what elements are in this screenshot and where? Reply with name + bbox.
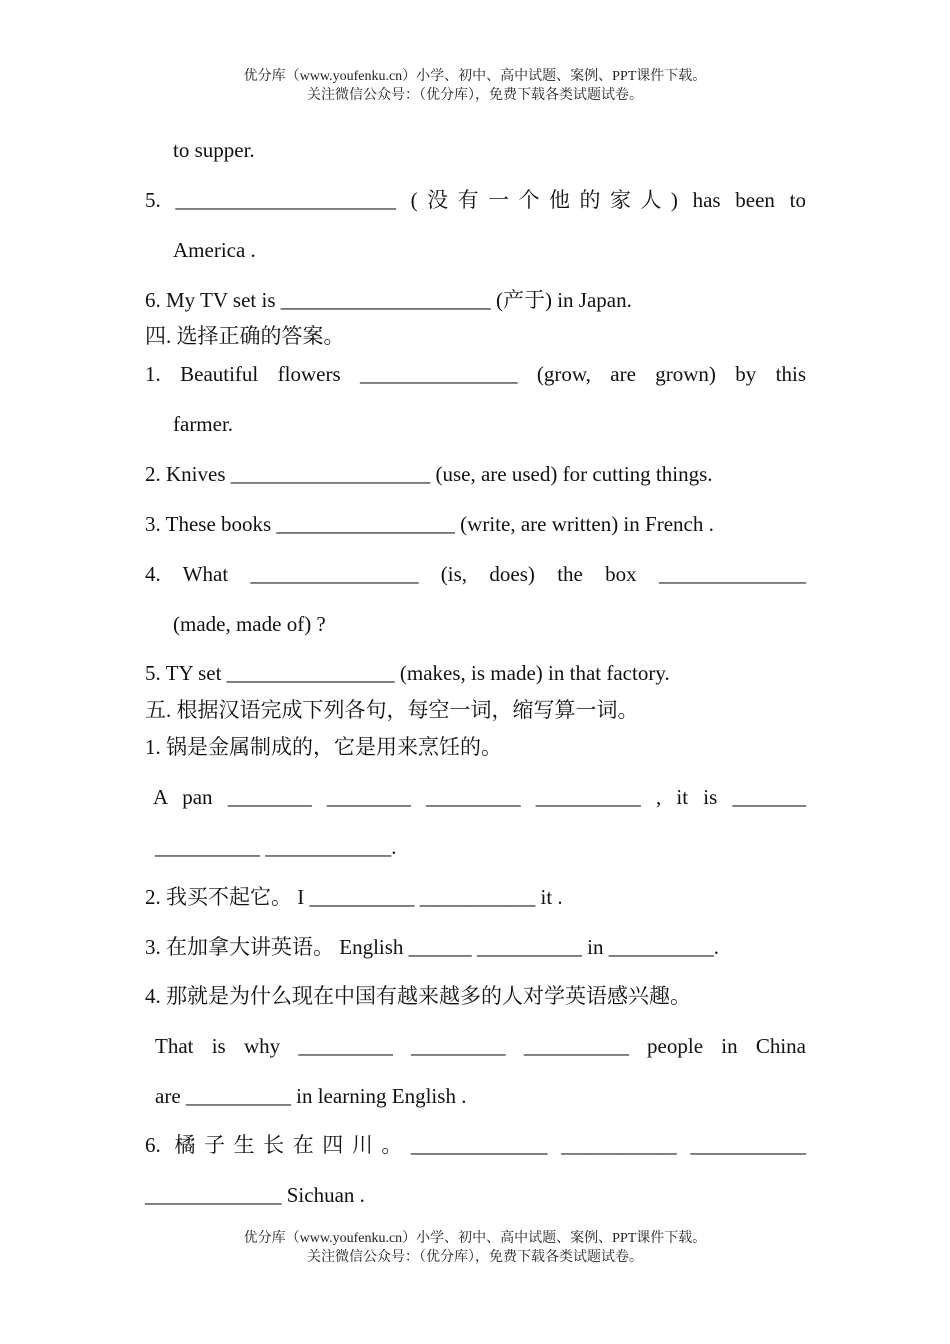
q5-4-english: That is why _________ _________ __________ people in China [155,1034,806,1058]
q5-1-chinese: 1. 锅是金属制成的，它是用来烹饪的。 [145,735,502,759]
q3-5: 5. _____________________ (没有一个他的家人) has been to [145,188,806,212]
q4-4-continuation: (made, made of) ? [173,612,326,636]
q5-4-continuation: are __________ in learning English . [155,1084,467,1108]
page-footer [0,1229,950,1267]
header-line-1: 优分库（www.youfenku.cn）小学、初中、高中试题、案例、PPT课件下载。 [243,69,707,84]
q5-1-continuation: __________ ____________. [155,835,397,859]
q5-1-english: A pan ________ ________ _________ __________ , it is _______ [153,785,806,809]
footer-line-1: 优分库（www.youfenku.cn）小学、初中、高中试题、案例、PPT课件下载。 [243,1231,707,1246]
q4-3: 3. These books _________________ (write, are written) in French . [145,512,714,536]
q5-3: 3. 在加拿大讲英语。 English ______ __________ in __________. [145,935,720,959]
footer-line-2: 关注微信公众号：（优分库），免费下载各类试题试卷。 [307,1250,643,1265]
q5-6: 6. 橘子生长在四川。_____________ ___________ ___________ [145,1133,806,1157]
q3-6: 6. My TV set is ____________________ (产于) in Japan. [145,288,632,312]
q3-5-continuation: America . [173,238,256,262]
q5-4-chinese: 4. 那就是为什么现在中国有越来越多的人对学英语感兴趣。 [145,984,691,1008]
q4-1: 1. Beautiful flowers _______________ (grow, are grown) by this [145,362,806,386]
q3-4-continuation: to supper. [173,138,255,162]
page-header [0,67,950,105]
section-5-title: 五. 根据汉语完成下列各句，每空一词，缩写算一词。 [145,698,639,722]
q4-4: 4. What ________________ (is, does) the box ______________ [145,562,806,586]
section-4-title: 四. 选择正确的答案。 [145,324,345,348]
q4-1-continuation: farmer. [173,412,234,436]
header-line-2: 关注微信公众号：（优分库），免费下载各类试题试卷。 [307,88,643,103]
q4-2: 2. Knives ___________________ (use, are used) for cutting things. [145,462,713,486]
q4-5: 5. TY set ________________ (makes, is made) in that factory. [145,661,670,685]
q5-2: 2. 我买不起它。 I __________ ___________ it . [145,885,563,909]
q5-6-continuation: _____________ Sichuan . [145,1183,365,1207]
